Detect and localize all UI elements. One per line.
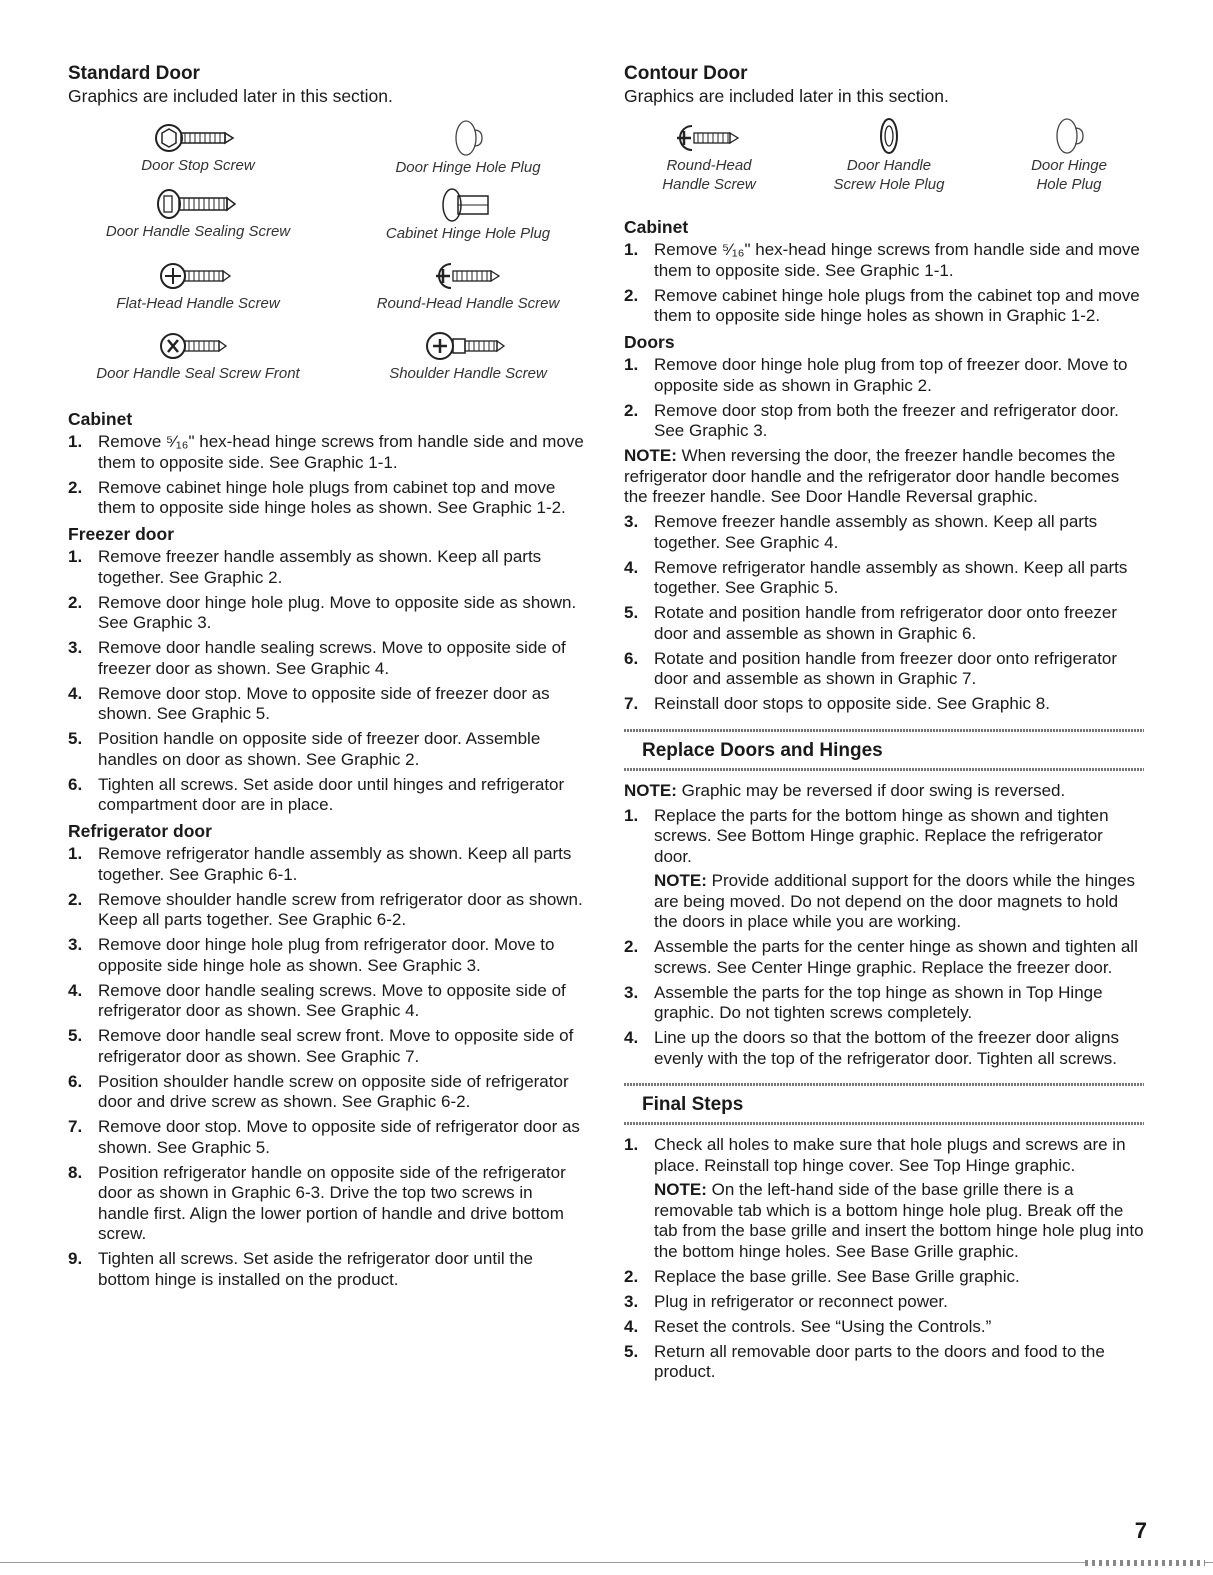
screw-hole-plug-icon	[869, 116, 909, 156]
step-text: Remove door handle sealing screws. Move to opposite side of refrigerator door as shown. See Graphic 4.	[98, 980, 566, 1020]
list-item	[68, 593, 588, 634]
step-text: Position handle on opposite side of freezer door. Assemble handles on door as shown. See Graphic 2.	[98, 729, 541, 769]
step-number: 1.	[624, 240, 639, 259]
doors-steps-a	[624, 355, 1144, 442]
list-item	[624, 558, 1144, 599]
refrigerator-door-heading: Refrigerator door	[68, 821, 212, 841]
step-number: 9.	[68, 1249, 83, 1268]
door-stop-screw-icon	[153, 120, 243, 156]
contour-door-intro: Graphics are included later in this section.	[624, 86, 949, 106]
list-item	[68, 478, 588, 519]
list-item	[68, 935, 588, 976]
replace-doors-banner	[624, 729, 1144, 771]
list-item	[624, 1267, 1144, 1288]
part-shoulder-handle-screw	[338, 328, 598, 383]
step-number: 6.	[68, 774, 83, 794]
step-number: 4.	[624, 1316, 639, 1336]
part-label: Round-Head Handle Screw	[662, 157, 756, 193]
list-item	[68, 1163, 588, 1245]
list-item	[68, 1117, 588, 1158]
divider	[624, 768, 1144, 771]
step-number: 1.	[68, 432, 83, 451]
step-number: 3.	[624, 512, 639, 531]
list-item	[68, 775, 588, 816]
contour-door-column	[624, 62, 1144, 1387]
part-label: Door Handle Sealing Screw	[105, 223, 291, 240]
step-number: 2.	[624, 937, 639, 956]
part-door-hinge-hole-plug	[984, 116, 1154, 194]
list-item	[624, 1342, 1144, 1383]
step-text: Check all holes to make sure that hole plugs and screws are in place. Reinstall top hinge cover. See Top Hinge graphic.	[654, 1135, 1126, 1175]
step-text: Remove ⁵⁄₁₆" hex-head hinge screws from handle side and move them to opposite side. See Graphic 1-1.	[98, 432, 584, 472]
step-text: Tighten all screws. Set aside the refrigerator door until the bottom hinge is installed on the product.	[98, 1249, 533, 1289]
step-number: 3.	[624, 1291, 639, 1311]
final-steps	[624, 1135, 1144, 1383]
replace-steps	[624, 806, 1144, 1070]
freezer-door-steps	[68, 547, 588, 816]
part-label: Flat-Head Handle Screw	[116, 295, 280, 312]
note-label: NOTE:	[624, 780, 677, 800]
note-label: NOTE:	[624, 446, 677, 465]
standard-door-column	[68, 62, 588, 1295]
round-head-screw-icon	[423, 258, 513, 294]
list-item	[624, 286, 1144, 327]
flat-head-screw-icon	[153, 258, 243, 294]
step-text: Position shoulder handle screw on opposite side of refrigerator door and drive screw as shown. See Graphic 6-2.	[98, 1071, 569, 1111]
step-text: Remove freezer handle assembly as shown. Keep all parts together. See Graphic 2.	[98, 547, 542, 587]
step-text: Position refrigerator handle on opposite side of the refrigerator door as shown in Graphic 6-3. Drive the top two screws in handle first. Align the lower portion of handle and drive bottom screw.	[98, 1162, 566, 1243]
step-number: 6.	[624, 648, 639, 668]
step-number: 1.	[624, 805, 639, 825]
footer-mark	[1085, 1560, 1205, 1566]
step-number: 2.	[624, 400, 639, 420]
step-text: Assemble the parts for the center hinge as shown and tighten all screws. See Center Hinge graphic. Replace the freezer door.	[654, 937, 1138, 977]
divider	[624, 1122, 1144, 1125]
list-item	[624, 1317, 1144, 1338]
refrigerator-door-steps	[68, 844, 588, 1290]
step-text: Rotate and position handle from freezer door onto refrigerator door and assemble as shown in Graphic 7.	[654, 648, 1118, 688]
list-item	[624, 1292, 1144, 1313]
list-item	[624, 355, 1144, 396]
step-text: Reset the controls. See “Using the Controls.”	[654, 1316, 992, 1336]
step-text: Remove door hinge hole plug from top of freezer door. Move to opposite side as shown in Graphic 2.	[654, 355, 1128, 395]
part-label: Door Handle Screw Hole Plug	[833, 157, 945, 193]
note-text: On the left-hand side of the base grille there is a removable tab which is a bottom hinge hole plug. Break off the tab from the base grille and insert the bottom hinge hole plug into the bottom hinge holes. See Base Grille graphic.	[654, 1180, 1144, 1261]
final-steps-heading: Final Steps	[642, 1094, 744, 1115]
step-number: 1.	[624, 355, 639, 374]
seal-screw-front-icon	[153, 328, 243, 364]
step-text: Remove door hinge hole plug from refrigerator door. Move to opposite side hinge hole as shown. See Graphic 3.	[98, 935, 555, 975]
step-number: 5.	[68, 1026, 83, 1045]
page-number: 7	[1134, 1518, 1147, 1543]
list-item	[68, 729, 588, 770]
step-text: Remove refrigerator handle assembly as shown. Keep all parts together. See Graphic 6-1.	[98, 844, 572, 884]
step-number: 7.	[68, 1117, 83, 1136]
part-door-handle-screw-hole-plug	[804, 116, 974, 194]
list-item	[624, 806, 1144, 933]
step-text: Replace the parts for the bottom hinge as shown and tighten screws. See Bottom Hinge graphic. Replace the refrigerator door.	[654, 805, 1109, 866]
step-text: Line up the doors so that the bottom of the freezer door aligns evenly with the top of the refrigerator door. Tighten all screws.	[654, 1028, 1119, 1068]
step-number: 1.	[624, 1135, 639, 1154]
list-item	[68, 684, 588, 725]
step-text: Reinstall door stops to opposite side. See Graphic 8.	[654, 694, 1050, 713]
left-cabinet-steps	[68, 432, 588, 519]
part-label: Door Stop Screw	[141, 157, 255, 174]
part-label: Door Handle Seal Screw Front	[96, 365, 300, 382]
step-number: 8.	[68, 1162, 83, 1182]
step-text: Remove cabinet hinge hole plugs from cabinet top and move them to opposite side hinge holes as shown. See Graphic 1-2.	[98, 477, 566, 517]
list-item	[68, 432, 588, 473]
step-number: 7.	[624, 694, 639, 713]
step-number: 1.	[68, 547, 83, 566]
doors-heading: Doors	[624, 332, 675, 352]
right-cabinet-heading: Cabinet	[624, 217, 689, 237]
step-note	[654, 871, 1144, 933]
step-number: 1.	[68, 844, 83, 863]
freezer-door-heading: Freezer door	[68, 524, 174, 544]
step-number: 4.	[68, 980, 83, 1000]
standard-door-parts	[68, 110, 588, 406]
step-number: 4.	[624, 1028, 639, 1047]
note-text: Provide additional support for the doors while the hinges are being moved. Do not depend on the door magnets to hold the doors in place while you are working.	[654, 871, 1135, 931]
part-door-handle-sealing-screw	[68, 186, 328, 241]
list-item	[68, 981, 588, 1022]
step-number: 3.	[624, 982, 639, 1002]
step-text: Plug in refrigerator or reconnect power.	[654, 1291, 948, 1311]
step-note	[654, 1180, 1144, 1262]
step-number: 5.	[68, 729, 83, 748]
step-number: 3.	[68, 935, 83, 954]
list-item	[68, 547, 588, 588]
part-door-hinge-hole-plug	[338, 118, 598, 177]
step-text: Return all removable door parts to the doors and food to the product.	[654, 1341, 1105, 1381]
step-text: Remove door handle seal screw front. Move to opposite side of refrigerator door as shown. See Graphic 7.	[98, 1026, 574, 1066]
replace-doors-heading: Replace Doors and Hinges	[642, 739, 883, 761]
list-item	[624, 983, 1144, 1024]
part-round-head-handle-screw	[338, 258, 598, 313]
step-text: Remove door stop. Move to opposite side of freezer door as shown. See Graphic 5.	[98, 683, 550, 723]
part-flat-head-handle-screw	[68, 258, 328, 313]
standard-door-heading: Standard Door	[68, 63, 200, 84]
step-number: 2.	[68, 592, 83, 612]
part-cabinet-hinge-hole-plug	[338, 186, 598, 243]
step-text: Remove shoulder handle screw from refrigerator door as shown. Keep all parts together. See Graphic 6-2.	[98, 889, 583, 929]
part-door-stop-screw	[68, 120, 328, 175]
step-text: Remove door hinge hole plug. Move to opposite side as shown. See Graphic 3.	[98, 592, 577, 632]
list-item	[624, 1135, 1144, 1262]
part-round-head-handle-screw	[624, 120, 794, 194]
step-text: Remove cabinet hinge hole plugs from the cabinet top and move them to opposite side hinge holes as shown in Graphic 1-2.	[654, 285, 1140, 325]
list-item	[624, 649, 1144, 690]
cabinet-plug-icon	[428, 186, 508, 224]
list-item	[68, 1072, 588, 1113]
step-text: Tighten all screws. Set aside door until hinges and refrigerator compartment door are in place.	[98, 774, 565, 814]
hole-plug-icon	[448, 118, 488, 158]
part-label: Round-Head Handle Screw	[376, 295, 560, 312]
part-label: Shoulder Handle Screw	[389, 365, 547, 382]
hole-plug-icon	[1049, 116, 1089, 156]
contour-door-heading: Contour Door	[624, 63, 748, 84]
final-steps-banner	[624, 1083, 1144, 1125]
step-text: Remove refrigerator handle assembly as shown. Keep all parts together. See Graphic 5.	[654, 557, 1128, 597]
list-item	[624, 240, 1144, 281]
step-number: 4.	[68, 683, 83, 703]
step-number: 2.	[68, 889, 83, 909]
step-number: 2.	[68, 477, 83, 497]
doors-note	[624, 446, 1144, 508]
step-number: 3.	[68, 638, 83, 657]
list-item	[68, 1249, 588, 1290]
step-number: 5.	[624, 1341, 639, 1361]
step-text: Replace the base grille. See Base Grille graphic.	[654, 1266, 1020, 1286]
contour-door-parts	[624, 110, 1144, 214]
note-text: When reversing the door, the freezer handle becomes the refrigerator door handle and the refrigerator door handle becomes the freezer handle. See Door Handle Reversal graphic.	[624, 446, 1120, 506]
step-number: 6.	[68, 1071, 83, 1091]
footer-divider	[0, 1562, 1213, 1563]
note-label: NOTE:	[654, 871, 707, 890]
list-item	[68, 1026, 588, 1067]
list-item	[624, 512, 1144, 553]
step-text: Assemble the parts for the top hinge as shown in Top Hinge graphic. Do not tighten screws completely.	[654, 982, 1103, 1022]
step-text: Remove ⁵⁄₁₆" hex-head hinge screws from handle side and move them to opposite side. See Graphic 1-1.	[654, 240, 1140, 280]
standard-door-intro: Graphics are included later in this section.	[68, 86, 393, 106]
step-text: Remove door stop. Move to opposite side of refrigerator door as shown. See Graphic 5.	[98, 1117, 580, 1157]
step-text: Rotate and position handle from refrigerator door onto freezer door and assemble as shown in Graphic 6.	[654, 603, 1118, 643]
step-text: Remove door stop from both the freezer and refrigerator door. See Graphic 3.	[654, 400, 1119, 440]
sealing-screw-icon	[153, 186, 243, 222]
round-head-screw-icon	[664, 120, 754, 156]
step-number: 5.	[624, 603, 639, 622]
part-door-handle-seal-screw-front	[68, 328, 328, 383]
list-item	[624, 1028, 1144, 1069]
part-label: Door Hinge Hole Plug	[395, 159, 541, 176]
list-item	[624, 603, 1144, 644]
left-cabinet-heading: Cabinet	[68, 409, 133, 429]
step-text: Remove door handle sealing screws. Move to opposite side of freezer door as shown. See Graphic 4.	[98, 638, 566, 678]
list-item	[68, 890, 588, 931]
step-number: 2.	[624, 285, 639, 305]
list-item	[68, 844, 588, 885]
list-item	[624, 694, 1144, 715]
step-number: 4.	[624, 557, 639, 577]
part-label: Door Hinge Hole Plug	[1031, 157, 1107, 193]
list-item	[624, 937, 1144, 978]
part-label: Cabinet Hinge Hole Plug	[385, 225, 551, 242]
list-item	[624, 401, 1144, 442]
doors-steps-b	[624, 512, 1144, 715]
shoulder-screw-icon	[418, 328, 518, 364]
right-cabinet-steps	[624, 240, 1144, 327]
note-label: NOTE:	[654, 1180, 707, 1199]
note-text: Graphic may be reversed if door swing is reversed.	[676, 780, 1066, 800]
step-number: 2.	[624, 1266, 639, 1286]
replace-note	[624, 781, 1144, 802]
step-text: Remove freezer handle assembly as shown. Keep all parts together. See Graphic 4.	[654, 512, 1098, 552]
list-item	[68, 638, 588, 679]
